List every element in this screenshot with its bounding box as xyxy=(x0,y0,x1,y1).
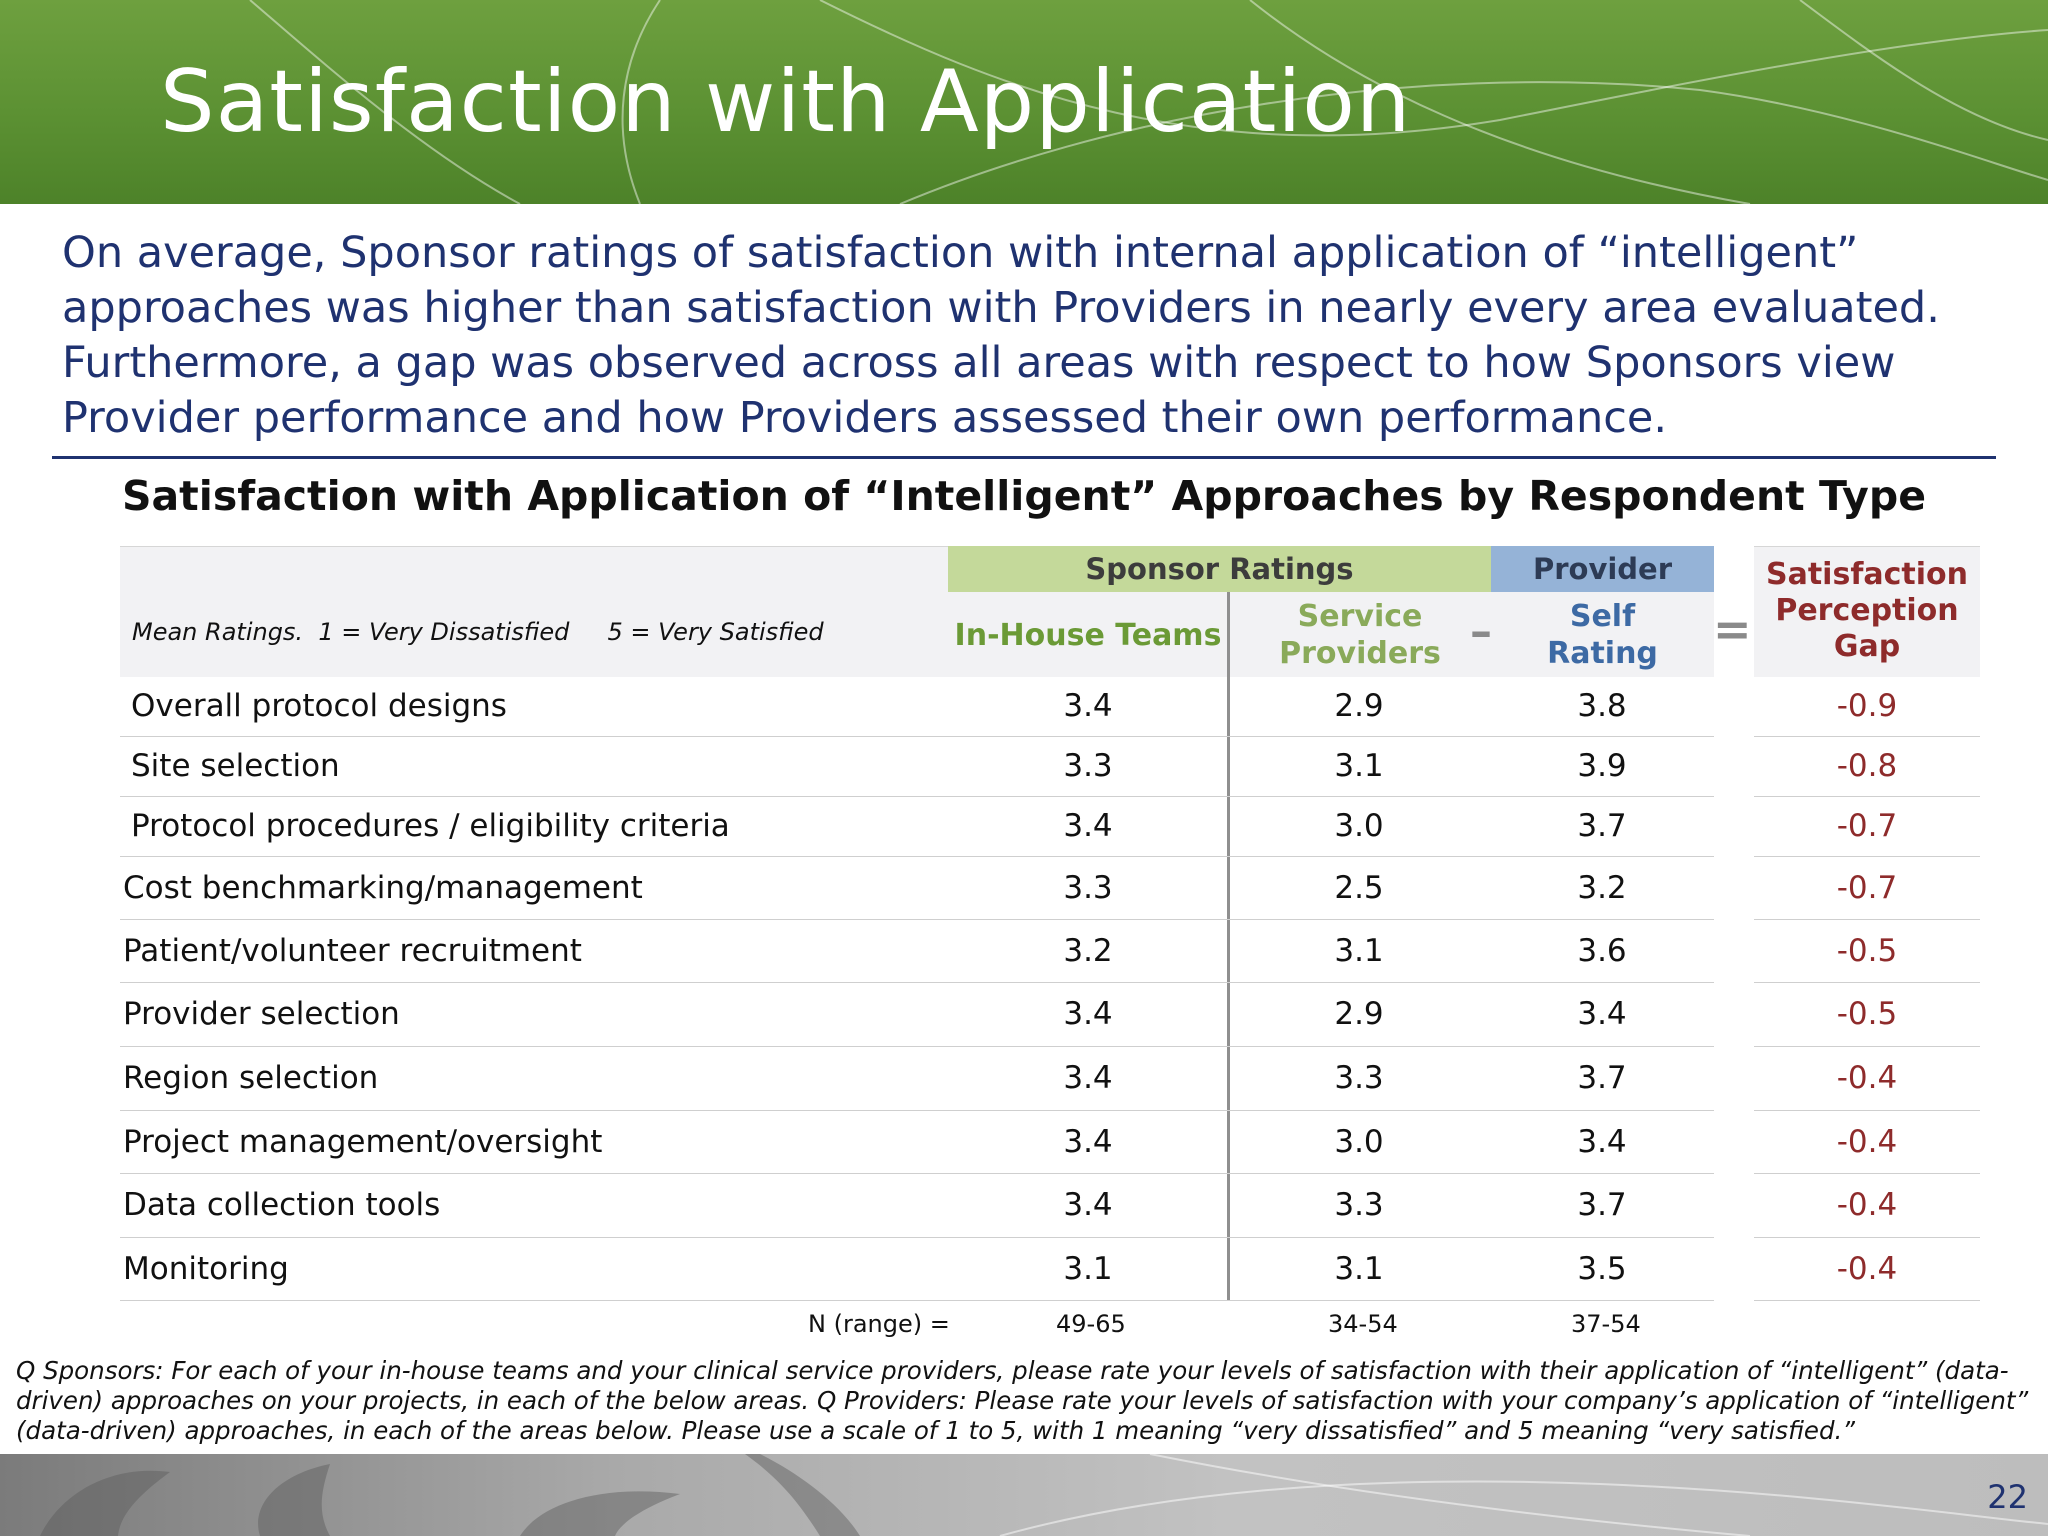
self-value: 3.4 xyxy=(1577,996,1627,1032)
column-header-gap-line2: Perception xyxy=(1775,593,1959,628)
row-label: Data collection tools xyxy=(123,1187,441,1223)
service-value: 2.5 xyxy=(1334,869,1384,906)
service-value: 3.3 xyxy=(1334,1060,1384,1096)
inhouse-value: 3.3 xyxy=(1063,748,1113,784)
inhouse-value: 3.2 xyxy=(1063,932,1113,969)
row-label: Patient/volunteer recruitment xyxy=(123,932,582,969)
column-header-service xyxy=(1230,596,1490,674)
self-value: 3.8 xyxy=(1577,688,1627,724)
n-range-label: N (range) = xyxy=(808,1310,950,1338)
column-header-service-line2: Providers xyxy=(1279,636,1441,671)
slide-title: Satisfaction with Application xyxy=(160,52,1412,152)
self-value: 3.7 xyxy=(1577,1060,1627,1096)
gap-value: -0.8 xyxy=(1754,736,1980,797)
self-value: 3.7 xyxy=(1577,808,1627,844)
table-row xyxy=(120,982,1714,1047)
intro-paragraph: On average, Sponsor ratings of satisfaction with internal application of “intelligent” approaches was higher than satisfaction with Providers in nearly every area evaluated. Furthermore, a gap was observed across all areas with respect to how Sponsors view Provider performance and how Providers assessed their own performance. xyxy=(62,228,1940,443)
table-title: Satisfaction with Application of “Intelligent” Approaches by Respondent Type xyxy=(121,472,1927,520)
footer-band xyxy=(0,1454,2048,1536)
column-header-self-line2: Rating xyxy=(1547,636,1658,671)
inhouse-value: 3.4 xyxy=(1063,688,1113,724)
table-row xyxy=(120,736,1714,797)
service-value: 3.3 xyxy=(1334,1187,1384,1223)
column-header-inhouse xyxy=(950,596,1226,674)
table-row xyxy=(120,1046,1714,1111)
self-value: 3.5 xyxy=(1577,1250,1627,1287)
inhouse-value: 3.4 xyxy=(1063,1060,1113,1096)
gap-value: -0.4 xyxy=(1754,1046,1980,1111)
self-value: 3.2 xyxy=(1577,869,1627,906)
column-header-self xyxy=(1491,596,1714,674)
inhouse-value: 3.4 xyxy=(1063,808,1113,844)
column-header-gap-line3: Gap xyxy=(1833,629,1901,664)
service-value: 3.1 xyxy=(1334,932,1384,969)
table-row xyxy=(120,796,1714,857)
service-value: 3.0 xyxy=(1334,1123,1384,1160)
row-label: Protocol procedures / eligibility criteria xyxy=(131,808,730,844)
row-label: Cost benchmarking/management xyxy=(123,869,643,906)
gap-value: -0.7 xyxy=(1754,856,1980,920)
divider-rule xyxy=(52,456,1996,459)
table-row xyxy=(120,1110,1714,1174)
gap-value: -0.5 xyxy=(1754,919,1980,983)
footnote: Q Sponsors: For each of your in-house teams and your clinical service providers, please rate your levels of satisfaction with their application of “intelligent” (data-driven) approaches on your projects, in each of the below areas. Q Providers: Please rate your levels of satisfaction with your company’s application of “intelligent” (data-driven) approaches, in each of the areas below. Please use a scale of 1 to 5, with 1 meaning “very dissatisfied” and 5 meaning “very satisfied.” xyxy=(16,1356,2029,1445)
footer-decoration xyxy=(0,1454,2048,1536)
minus-operator: – xyxy=(1470,606,1492,657)
equals-operator: = xyxy=(1713,602,1752,656)
self-value: 3.6 xyxy=(1577,932,1627,969)
gap-value: -0.5 xyxy=(1754,982,1980,1047)
mean-ratings-scale-label: Mean Ratings. 1 = Very Dissatisfied 5 = Very Satisfied xyxy=(132,618,824,646)
service-value: 3.0 xyxy=(1334,808,1384,844)
row-label: Site selection xyxy=(131,748,340,784)
column-header-self-line1: Self xyxy=(1569,599,1636,634)
column-header-gap-line1: Satisfaction xyxy=(1765,557,1968,592)
inhouse-value: 3.4 xyxy=(1063,1123,1113,1160)
n-range-service: 34-54 xyxy=(1328,1310,1398,1338)
sponsor-ratings-band: Sponsor Ratings xyxy=(948,546,1491,592)
table-row xyxy=(120,1237,1714,1301)
column-header-inhouse-text: In-House Teams xyxy=(954,617,1222,653)
self-value: 3.7 xyxy=(1577,1187,1627,1223)
provider-band: Provider xyxy=(1491,546,1714,592)
row-label: Region selection xyxy=(123,1060,379,1096)
gap-value: -0.9 xyxy=(1754,676,1980,737)
self-value: 3.9 xyxy=(1577,748,1627,784)
row-label: Provider selection xyxy=(123,996,400,1032)
inhouse-value: 3.4 xyxy=(1063,1187,1113,1223)
gap-value: -0.7 xyxy=(1754,796,1980,857)
table-row xyxy=(120,676,1714,737)
table-row xyxy=(120,1173,1714,1238)
self-value: 3.4 xyxy=(1577,1123,1627,1160)
table-row xyxy=(120,856,1714,920)
header-banner xyxy=(0,0,2048,204)
gap-value: -0.4 xyxy=(1754,1237,1980,1301)
table-row xyxy=(120,919,1714,983)
page-number: 22 xyxy=(1987,1478,2028,1516)
column-header-gap xyxy=(1754,552,1980,670)
service-value: 3.1 xyxy=(1334,748,1384,784)
n-range-inhouse: 49-65 xyxy=(1056,1310,1126,1338)
n-range-self: 37-54 xyxy=(1571,1310,1641,1338)
row-label: Monitoring xyxy=(123,1250,289,1287)
gap-value: -0.4 xyxy=(1754,1173,1980,1238)
column-header-service-line1: Service xyxy=(1297,599,1423,634)
service-value: 3.1 xyxy=(1334,1250,1384,1287)
inhouse-value: 3.1 xyxy=(1063,1250,1113,1287)
service-value: 2.9 xyxy=(1334,996,1384,1032)
gap-value: -0.4 xyxy=(1754,1110,1980,1174)
inhouse-value: 3.3 xyxy=(1063,869,1113,906)
inhouse-value: 3.4 xyxy=(1063,996,1113,1032)
row-label: Overall protocol designs xyxy=(131,688,507,724)
row-label: Project management/oversight xyxy=(123,1123,603,1160)
service-value: 2.9 xyxy=(1334,688,1384,724)
